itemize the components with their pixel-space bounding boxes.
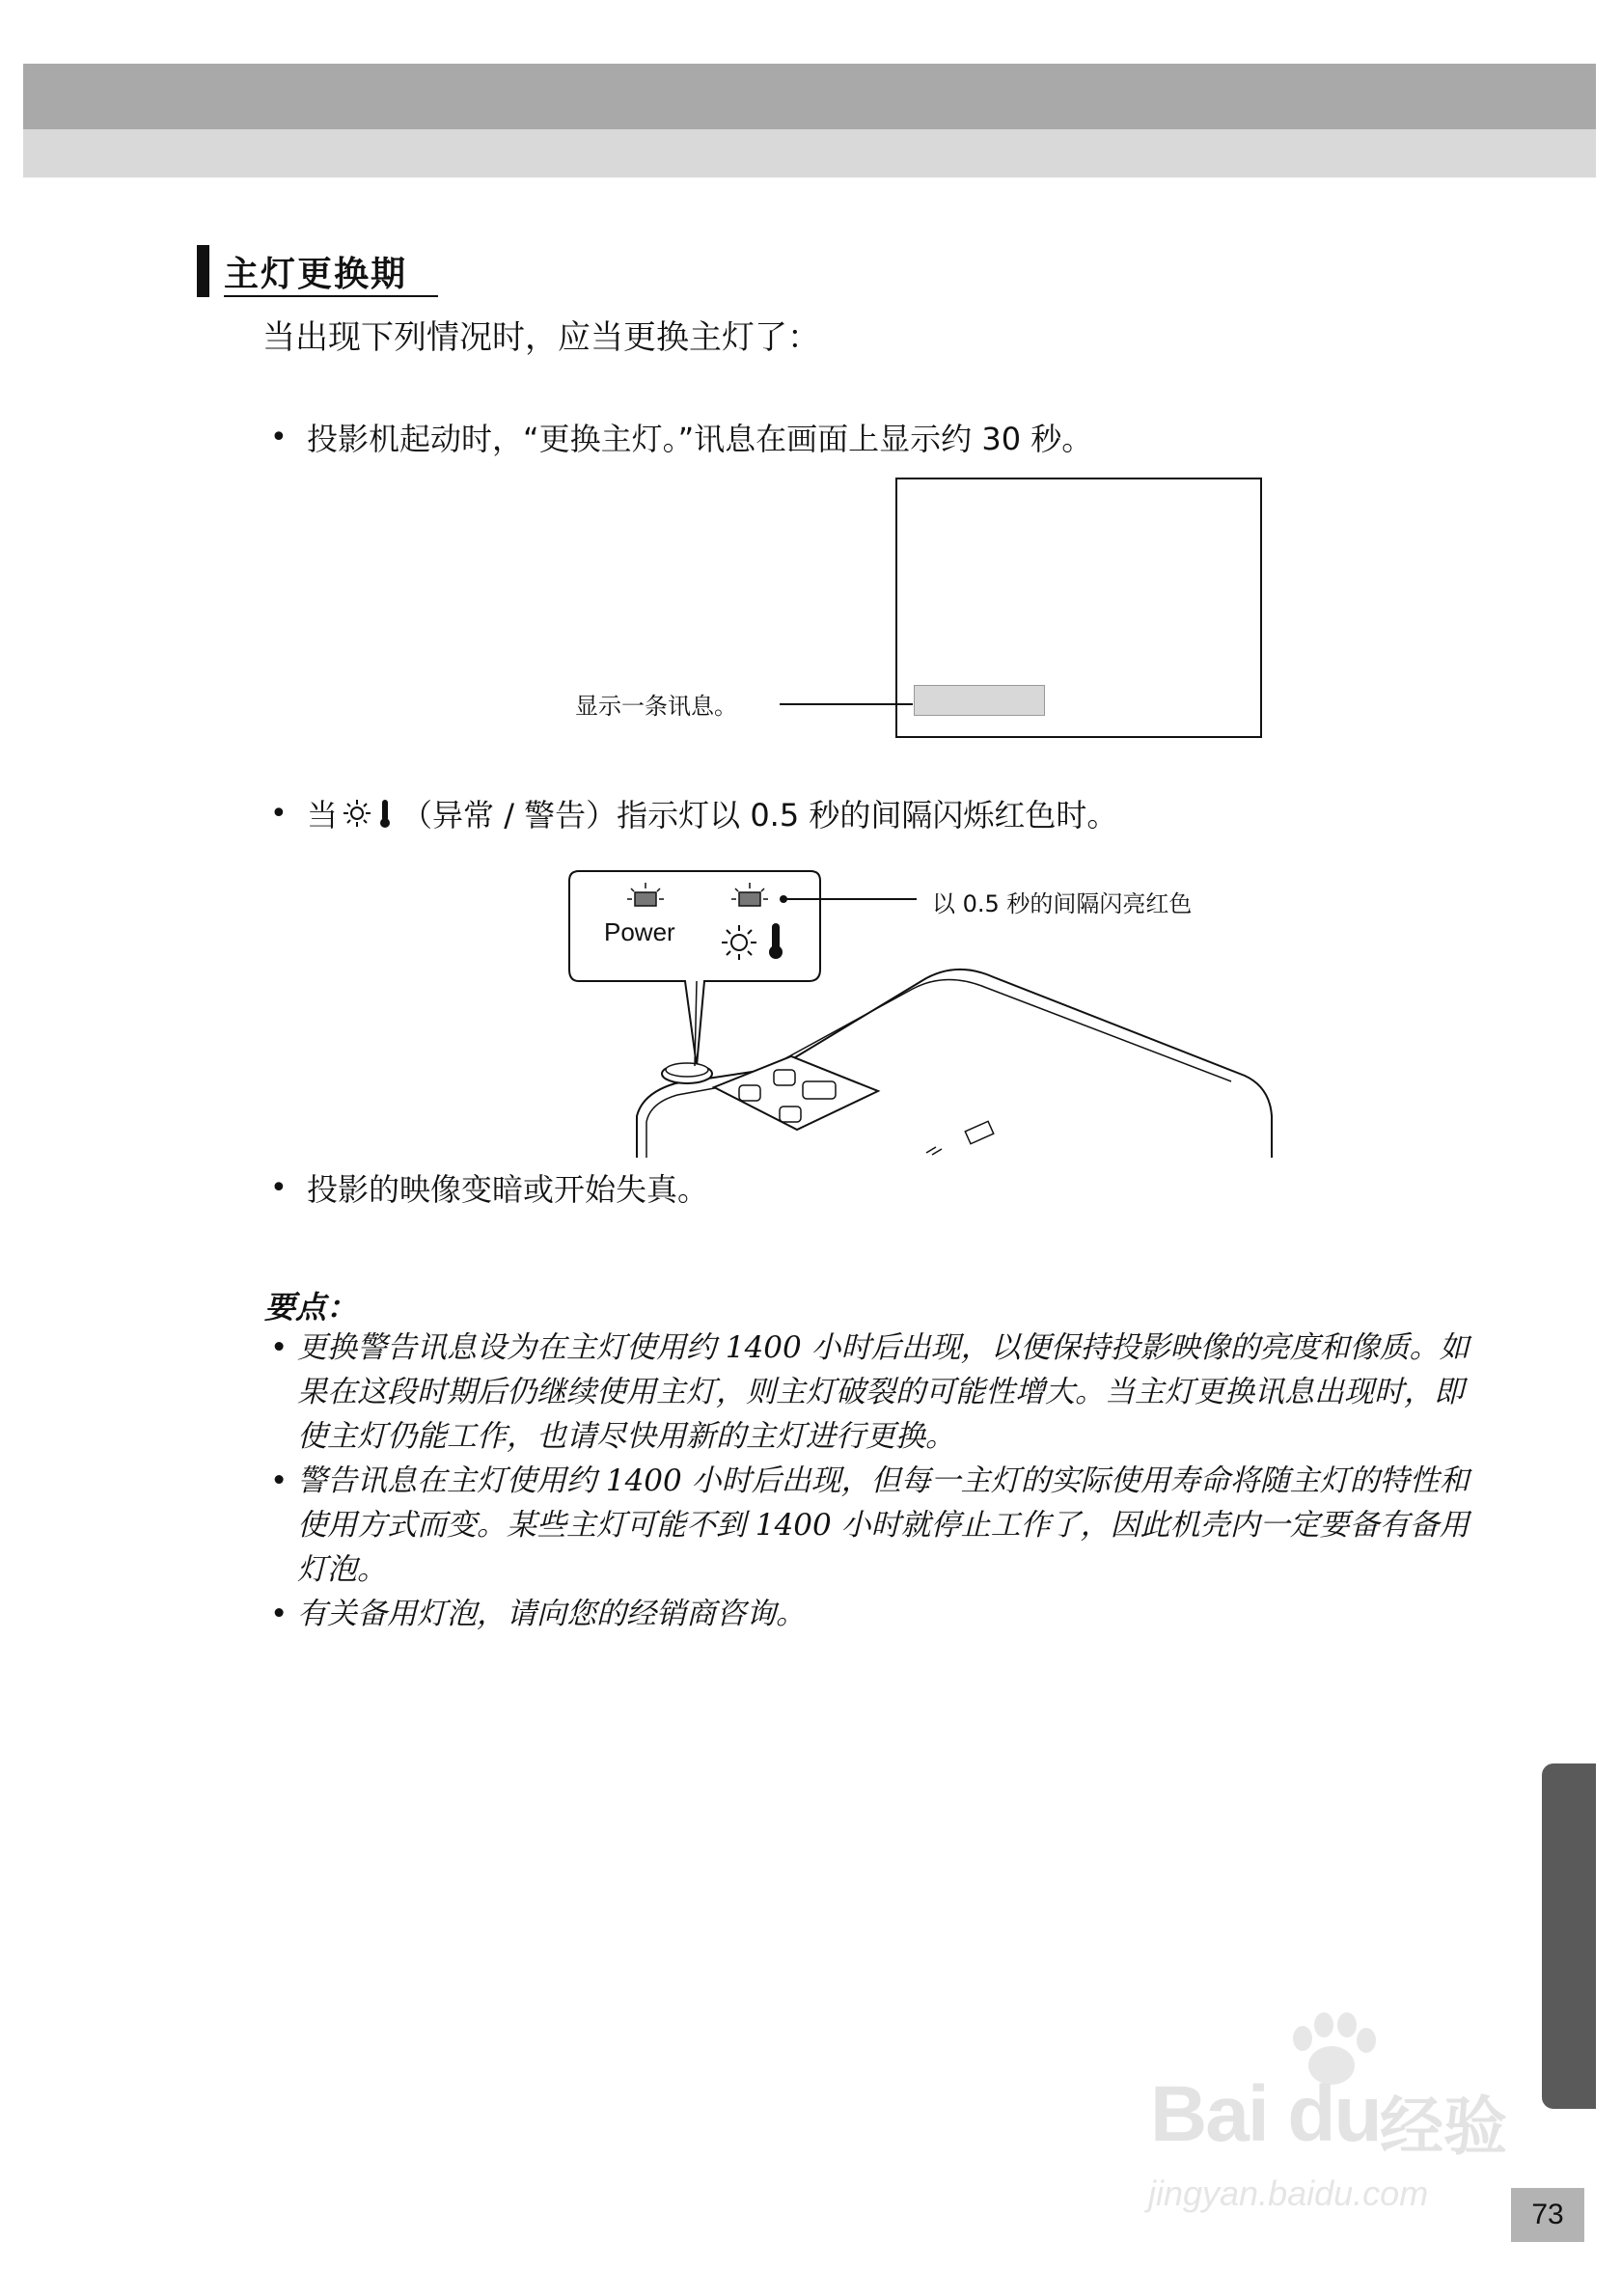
baidu-watermark <box>1139 2011 1525 2214</box>
note-item <box>270 1459 1486 1592</box>
bullet-dot: • <box>270 420 288 454</box>
header-band-dark <box>23 64 1596 129</box>
note-item <box>270 1326 1486 1459</box>
heading-underline <box>224 295 438 297</box>
watermark-url: jingyan.baidu.com <box>1148 2173 1429 2213</box>
watermark-brand-cn: 经验 <box>1380 2090 1507 2164</box>
projector-diagram <box>550 863 1283 1158</box>
label-leader-line <box>780 703 913 705</box>
screen-label: 显示一条讯息。 <box>575 693 737 720</box>
power-label: Power <box>604 917 675 946</box>
note-dot: • <box>270 1597 288 1631</box>
bullet-dot: • <box>270 796 288 831</box>
bullet-text: 投影机起动时，“更换主灯。”讯息在画面上显示约 30 秒。 <box>307 421 1093 457</box>
note-item <box>270 1592 1486 1636</box>
heading-marker <box>197 245 209 297</box>
bullet-text-before: 当 <box>307 797 339 834</box>
message-box <box>914 685 1045 716</box>
screen-illustration <box>895 478 1262 738</box>
notes-title: 要点： <box>264 1289 358 1326</box>
bullet-dot: • <box>270 1170 288 1205</box>
bullet-item-indicator <box>270 791 1117 835</box>
note-text: 更换警告讯息设为在主灯使用约 1400 小时后出现，以便保持投影映像的亮度和像质。如果在这段时期后仍继续使用主灯，则主灯破裂的可能性增大。当主灯更换讯息出现时，即使主灯仍能工作，也请尽快用新的主灯进行更换。 <box>297 1330 1470 1454</box>
note-text: 警告讯息在主灯使用约 1400 小时后出现，但每一主灯的实际使用寿命将随主灯的特性和使用方式而变。某些主灯可能不到 1400 小时就停止工作了，因此机壳内一定要备有备用灯泡。 <box>297 1463 1470 1587</box>
indicator-callout: 以 0.5 秒的间隔闪亮红色 <box>932 890 1193 917</box>
note-dot: • <box>270 1463 288 1498</box>
note-dot: • <box>270 1330 288 1365</box>
bullet-item-message <box>270 415 1092 459</box>
intro-text: 当出现下列情况时，应当更换主灯了： <box>262 318 820 357</box>
page-number: 73 <box>1511 2188 1584 2242</box>
watermark-brand: Bai du <box>1150 2070 1381 2158</box>
section-heading <box>197 245 438 297</box>
bullet-text-after: （异常 / 警告）指示灯以 0.5 秒的间隔闪烁红色时。 <box>401 797 1118 834</box>
notes-list <box>270 1326 1486 1636</box>
note-text: 有关备用灯泡，请向您的经销商咨询。 <box>297 1597 806 1631</box>
section-title: 主灯更换期 <box>224 255 408 294</box>
header-band-light <box>23 129 1596 178</box>
bullet-item-image <box>270 1165 708 1210</box>
lamp-temp-icon <box>342 796 398 831</box>
chapter-side-tab <box>1542 1763 1596 2109</box>
bullet-text: 投影的映像变暗或开始失真。 <box>307 1171 709 1208</box>
